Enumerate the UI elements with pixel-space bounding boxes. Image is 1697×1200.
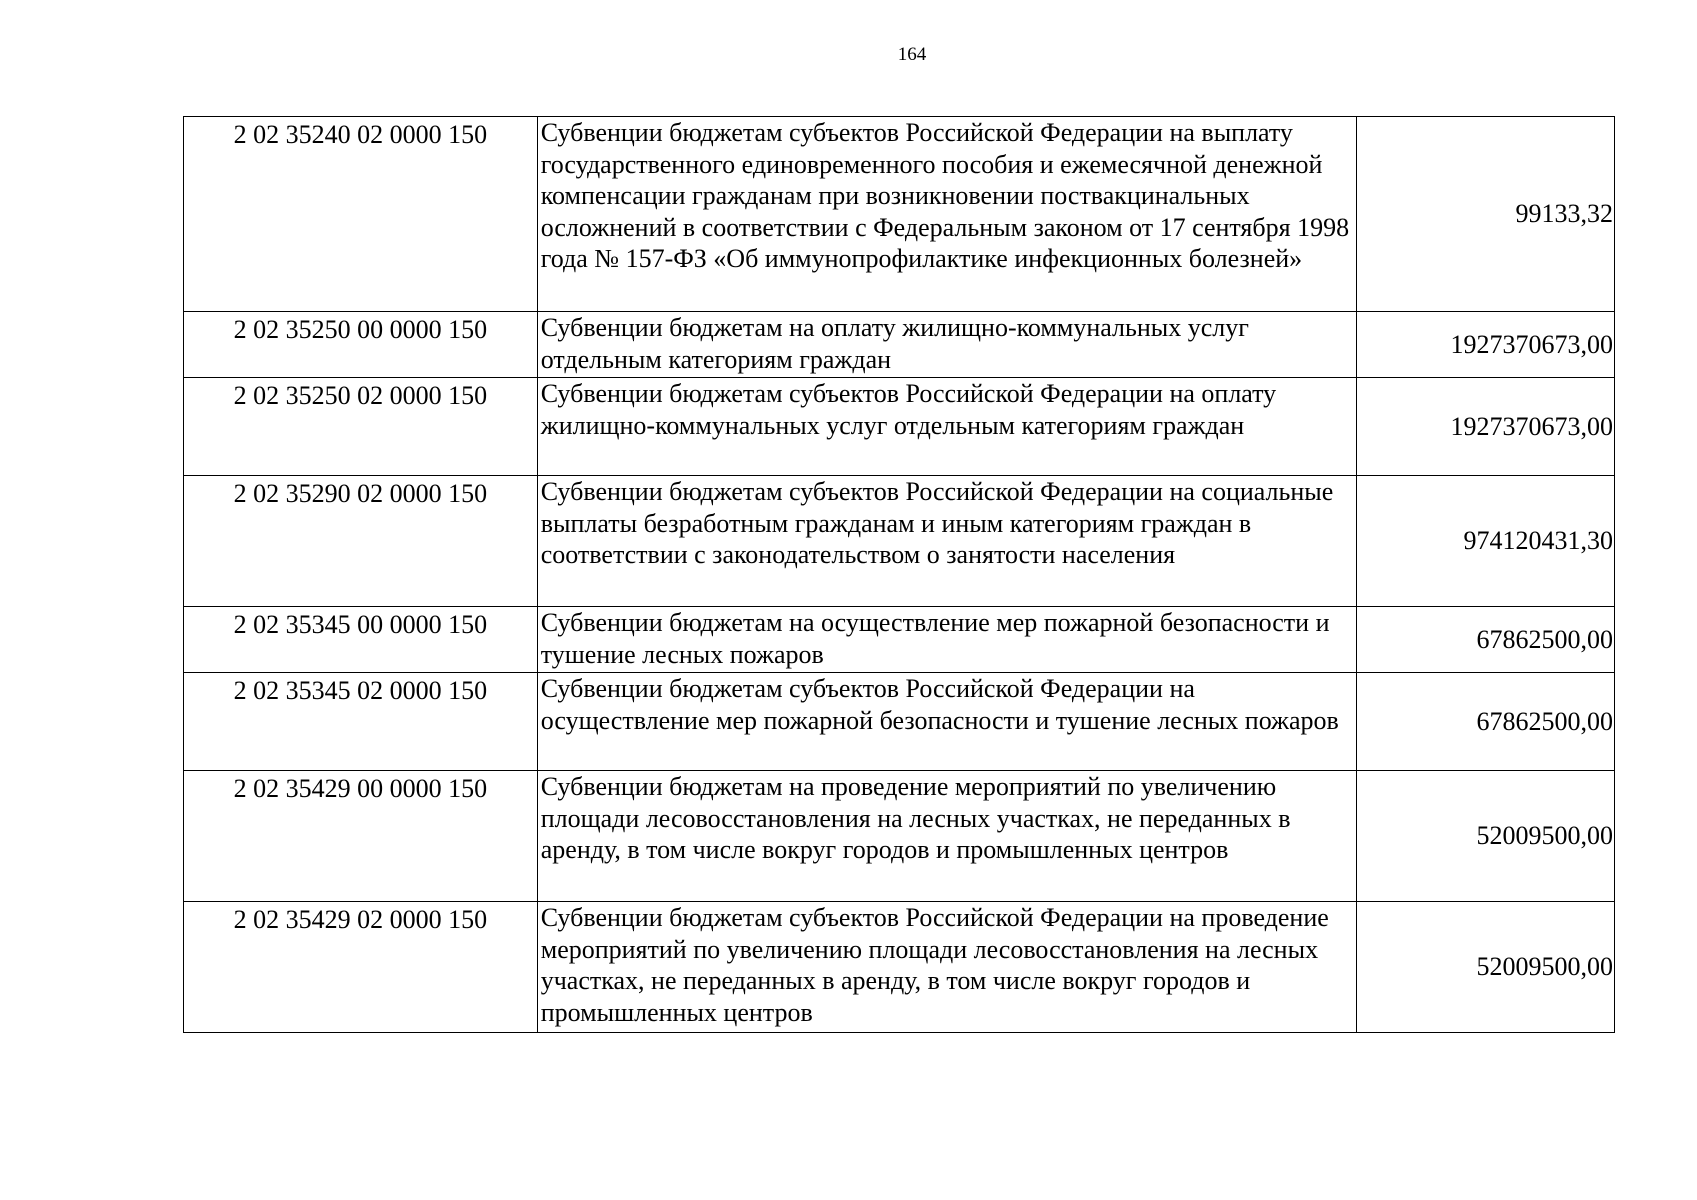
amount-cell: 1927370673,00 [1357, 378, 1615, 476]
amount-cell: 974120431,30 [1357, 476, 1615, 607]
table-row [184, 902, 1615, 1033]
description-cell: Субвенции бюджетам субъектов Российской Федерации на осуществление мер пожарной безопасности и тушение лесных пожаров [537, 673, 1357, 771]
budget-table [183, 116, 1615, 1033]
table-row [184, 378, 1615, 476]
description-cell: Субвенции бюджетам на оплату жилищно-коммунальных услуг отдельным категориям граждан [537, 312, 1357, 378]
description-cell: Субвенции бюджетам на проведение мероприятий по увеличению площади лесовосстановления на лесных участках, не переданных в аренду, в том числе вокруг городов и промышленных центров [537, 771, 1357, 902]
amount-cell: 67862500,00 [1357, 673, 1615, 771]
code-cell: 2 02 35240 02 0000 150 [184, 117, 538, 312]
code-cell: 2 02 35345 00 0000 150 [184, 607, 538, 673]
table-row [184, 607, 1615, 673]
code-cell: 2 02 35250 02 0000 150 [184, 378, 538, 476]
description-cell: Субвенции бюджетам субъектов Российской Федерации на выплату государственного единовременного пособия и ежемесячной денежной компенсации гражданам при возникновении поствакцинальных осложнений в соответствии с Федеральным законом от 17 сентября 1998 года № 157-ФЗ «Об иммунопрофилактике инфекционных болезней» [537, 117, 1357, 312]
code-cell: 2 02 35345 02 0000 150 [184, 673, 538, 771]
amount-cell: 52009500,00 [1357, 902, 1615, 1033]
amount-cell: 1927370673,00 [1357, 312, 1615, 378]
code-cell: 2 02 35429 02 0000 150 [184, 902, 538, 1033]
code-cell: 2 02 35290 02 0000 150 [184, 476, 538, 607]
amount-cell: 52009500,00 [1357, 771, 1615, 902]
table-row [184, 771, 1615, 902]
amount-cell: 99133,32 [1357, 117, 1615, 312]
description-cell: Субвенции бюджетам на осуществление мер пожарной безопасности и тушение лесных пожаров [537, 607, 1357, 673]
description-cell: Субвенции бюджетам субъектов Российской Федерации на проведение мероприятий по увеличению площади лесовосстановления на лесных участках, не переданных в аренду, в том числе вокруг городов и промышленных центров [537, 902, 1357, 1033]
page-number: 164 [897, 44, 927, 65]
code-cell: 2 02 35429 00 0000 150 [184, 771, 538, 902]
amount-cell: 67862500,00 [1357, 607, 1615, 673]
table-row [184, 117, 1615, 312]
table-row [184, 673, 1615, 771]
description-cell: Субвенции бюджетам субъектов Российской Федерации на оплату жилищно-коммунальных услуг отдельным категориям граждан [537, 378, 1357, 476]
table-row [184, 312, 1615, 378]
description-cell: Субвенции бюджетам субъектов Российской Федерации на социальные выплаты безработным гражданам и иным категориям граждан в соответствии с законодательством о занятости населения [537, 476, 1357, 607]
table-row [184, 476, 1615, 607]
code-cell: 2 02 35250 00 0000 150 [184, 312, 538, 378]
